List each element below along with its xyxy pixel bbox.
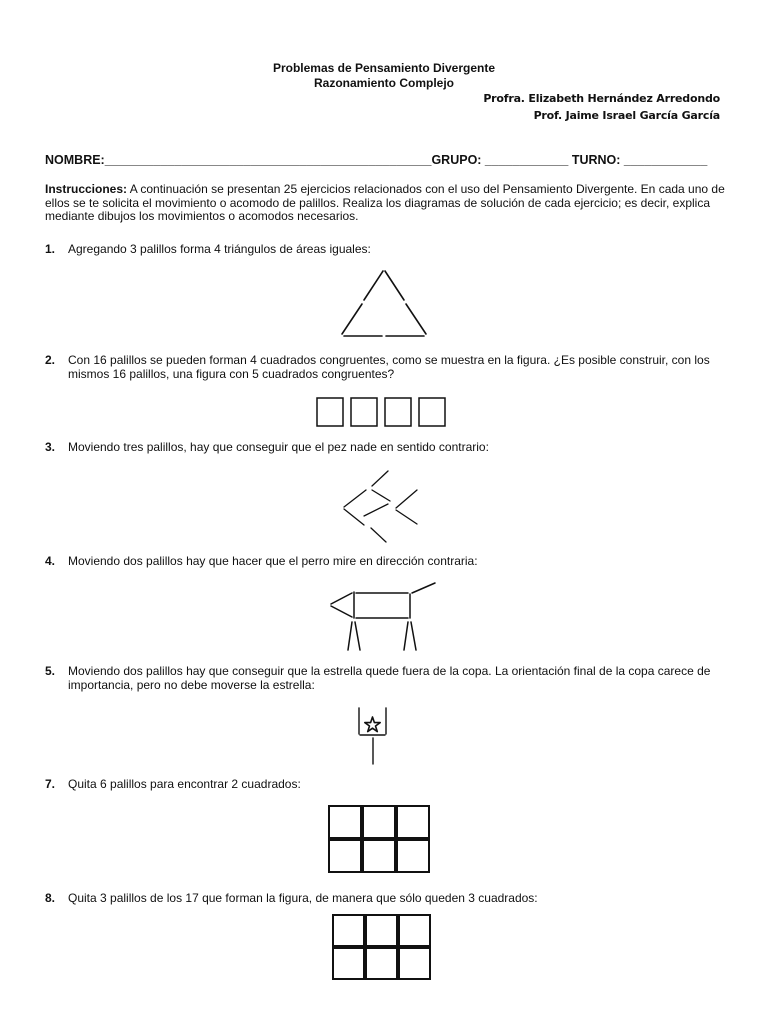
matchstick bbox=[331, 593, 352, 604]
square bbox=[366, 915, 397, 946]
square bbox=[351, 398, 377, 426]
triangle-matchstick-figure bbox=[338, 266, 430, 340]
instructions bbox=[45, 183, 725, 224]
problem-8 bbox=[45, 892, 735, 906]
matchstick bbox=[396, 490, 417, 508]
matchstick bbox=[412, 583, 435, 593]
matchstick bbox=[348, 622, 352, 650]
matchstick bbox=[396, 510, 417, 524]
square bbox=[366, 948, 397, 979]
teacher-name-1: Profra. Elizabeth Hernández Arredondo bbox=[483, 92, 720, 105]
square bbox=[333, 948, 364, 979]
problem-5 bbox=[45, 665, 735, 692]
problem-3 bbox=[45, 441, 735, 455]
problem-number: 8. bbox=[45, 891, 56, 905]
matchstick bbox=[404, 622, 408, 650]
matchstick bbox=[411, 622, 416, 650]
fish-matchstick-figure bbox=[338, 466, 422, 546]
problem-text: Agregando 3 palillos forma 4 triángulos de áreas iguales: bbox=[68, 242, 371, 256]
page-subtitle: Razonamiento Complejo bbox=[313, 76, 454, 90]
square bbox=[329, 806, 361, 838]
problem-text: Moviendo dos palillos hay que conseguir que la estrella quede fuera de la copa. La orientación final de la copa carece de importancia, pero no debe moverse la estrella: bbox=[68, 664, 711, 692]
problem-number: 3. bbox=[45, 440, 56, 454]
seventeen-matchstick-grid-figure bbox=[330, 912, 434, 982]
problem-number: 4. bbox=[45, 554, 56, 568]
matchstick bbox=[406, 304, 426, 334]
square bbox=[329, 840, 361, 872]
problem-number: 7. bbox=[45, 777, 56, 791]
square bbox=[397, 840, 429, 872]
problem-text: Con 16 palillos se pueden forman 4 cuadrados congruentes, como se muestra en la figura. ¿Es posible construir, con los mismos 16 palillos, una figura con 5 cuadrados congruentes? bbox=[68, 353, 710, 381]
problem-number: 5. bbox=[45, 664, 56, 678]
star-icon bbox=[365, 717, 380, 732]
matchstick bbox=[364, 504, 388, 516]
square bbox=[363, 806, 395, 838]
problem-7 bbox=[45, 778, 735, 792]
square bbox=[317, 398, 343, 426]
problem-2 bbox=[45, 354, 735, 381]
instructions-label: Instrucciones: bbox=[45, 182, 128, 196]
matchstick bbox=[371, 528, 386, 542]
problem-number: 1. bbox=[45, 242, 56, 256]
cup-star-figure bbox=[354, 704, 392, 768]
dog-matchstick-figure bbox=[326, 580, 442, 654]
page-title: Problemas de Pensamiento Divergente bbox=[272, 61, 496, 75]
square bbox=[399, 915, 430, 946]
matchstick bbox=[344, 490, 366, 507]
square bbox=[385, 398, 411, 426]
problem-text: Moviendo dos palillos hay que hacer que el perro mire en dirección contraria: bbox=[68, 554, 478, 568]
problem-text: Quita 3 palillos de los 17 que forman la figura, de manera que sólo queden 3 cuadrados: bbox=[68, 891, 538, 905]
problem-text: Moviendo tres palillos, hay que conseguir que el pez nade en sentido contrario: bbox=[68, 440, 489, 454]
problem-text: Quita 6 palillos para encontrar 2 cuadrados: bbox=[68, 777, 301, 791]
square bbox=[397, 806, 429, 838]
four-squares-figure bbox=[314, 395, 448, 429]
matchstick bbox=[344, 509, 364, 525]
matchstick bbox=[355, 622, 360, 650]
matchstick bbox=[364, 271, 383, 300]
square bbox=[363, 840, 395, 872]
six-squares-grid-figure bbox=[326, 803, 432, 875]
problem-1 bbox=[45, 243, 735, 257]
matchstick bbox=[342, 304, 362, 334]
teacher-name-2: Prof. Jaime Israel García García bbox=[533, 109, 720, 122]
square bbox=[333, 915, 364, 946]
matchstick bbox=[372, 471, 388, 486]
instructions-text: A continuación se presentan 25 ejercicios relacionados con el uso del Pensamiento Divergente. En cada uno de ellos se te solicita el movimiento o acomodo de palillos. Realiza los diagramas de solución de cada ejercicio; es decir, explica mediante dibujos los movimientos o acomodos necesarios. bbox=[45, 182, 725, 223]
square bbox=[399, 948, 430, 979]
problem-number: 2. bbox=[45, 353, 56, 367]
problem-4 bbox=[45, 555, 735, 569]
student-info-line[interactable]: NOMBRE:_______________________________________________GRUPO: ____________ TURNO: ____________ bbox=[45, 153, 708, 167]
square bbox=[419, 398, 445, 426]
matchstick bbox=[385, 271, 404, 300]
matchstick bbox=[372, 490, 390, 501]
matchstick bbox=[331, 606, 352, 617]
